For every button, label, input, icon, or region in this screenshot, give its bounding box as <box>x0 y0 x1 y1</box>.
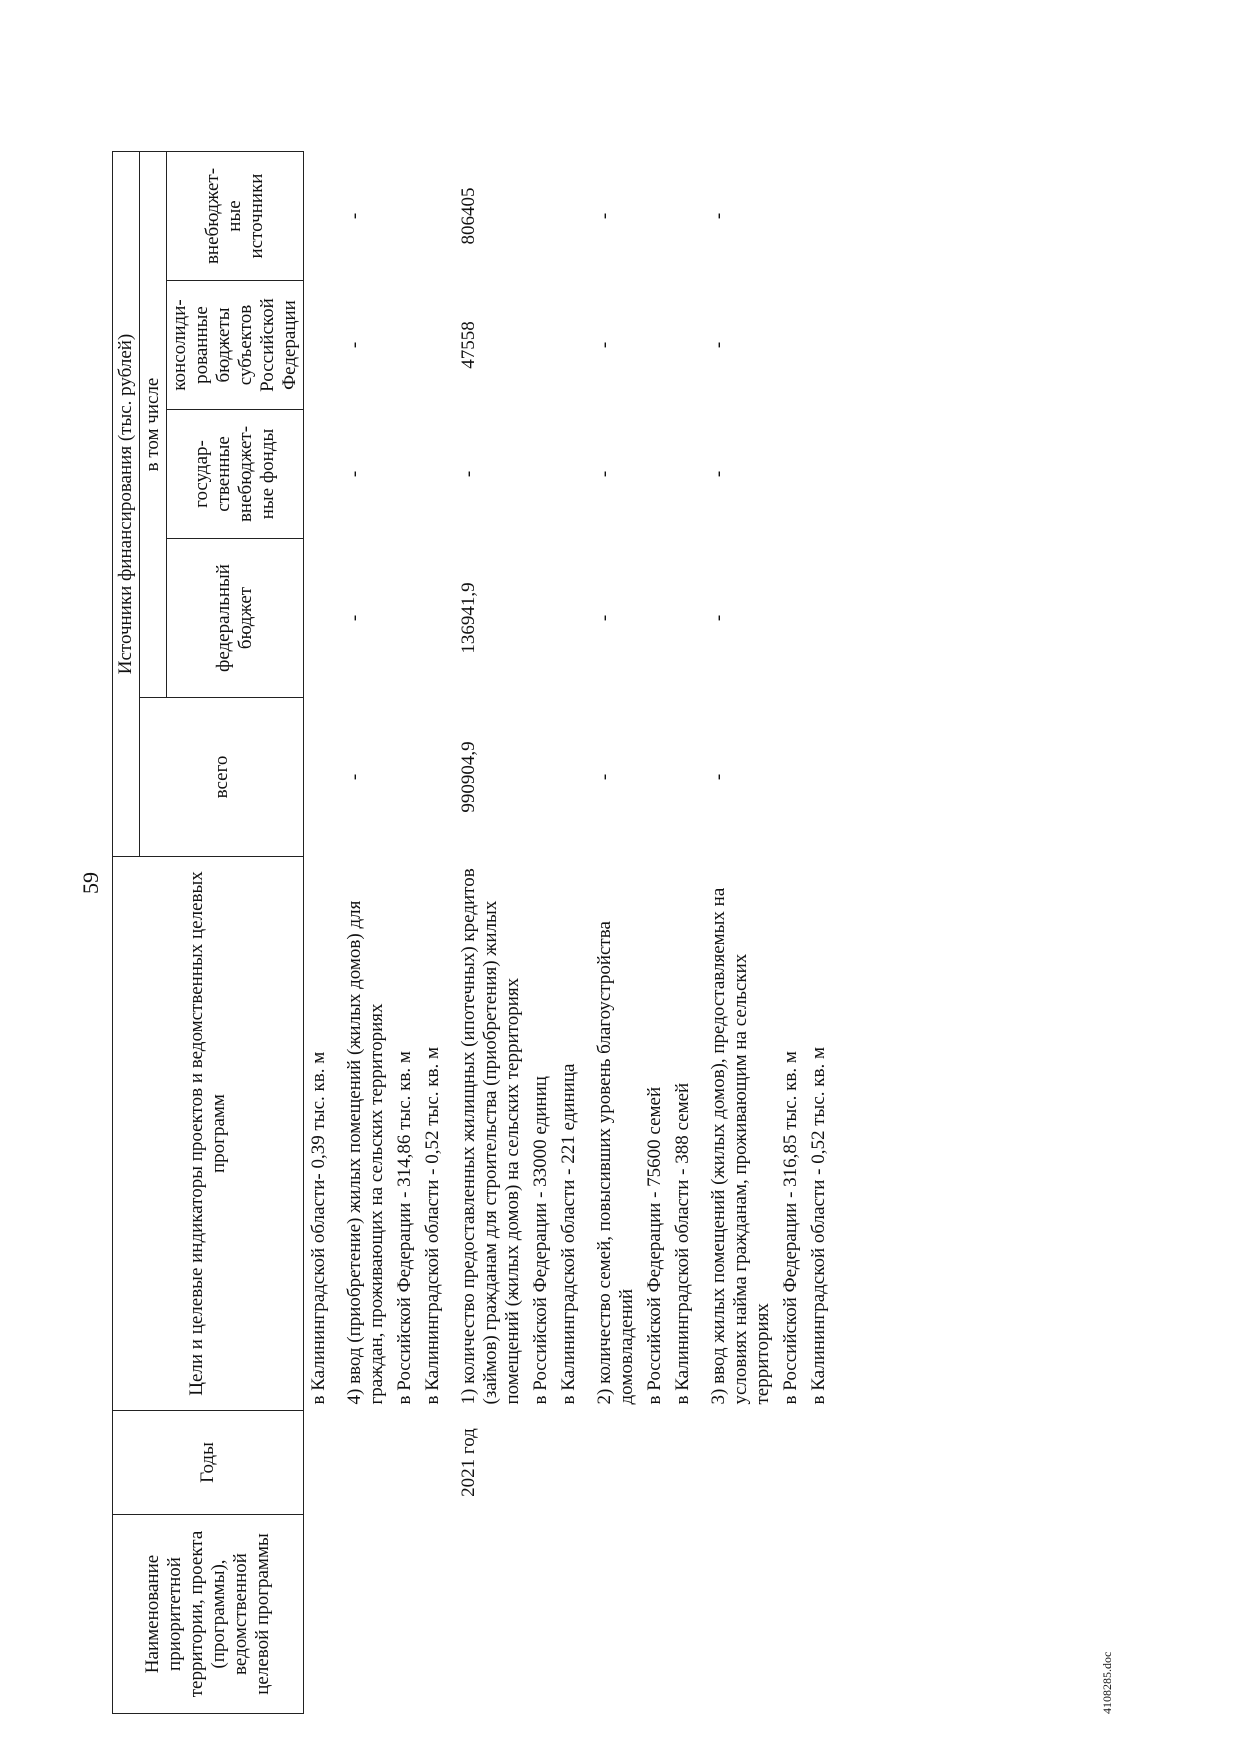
total-cell: 990904,9 <box>458 741 479 813</box>
year-cell <box>704 1411 840 1515</box>
header-including: в том числе <box>140 152 167 698</box>
page-number: 59 <box>78 872 103 894</box>
indicators-cell <box>590 857 704 1411</box>
state-funds-cell: - <box>458 470 479 478</box>
regional-cell: 47558 <box>458 321 479 369</box>
name-cell <box>340 1515 454 1714</box>
state-funds-cell <box>304 410 341 539</box>
table-row <box>340 152 454 1714</box>
regional-cell: - <box>594 341 615 349</box>
indicator-text: в Российской Федерации - 316,85 тыс. кв. м <box>780 1051 801 1405</box>
table-row <box>590 152 704 1714</box>
indicator-text: в Калининградской области - 0,52 тыс. кв. м <box>808 1047 829 1405</box>
federal-cell: - <box>708 614 729 622</box>
state-funds-cell: - <box>344 470 365 478</box>
header-total: всего <box>140 698 304 857</box>
state-funds-cell: - <box>708 470 729 478</box>
total-cell: - <box>708 773 729 781</box>
indicator-text: в Калининградской области- 0,39 тыс. кв. м <box>308 1051 329 1405</box>
indicators-cell <box>304 857 341 1411</box>
indicator-text: 3) ввод жилых помещений (жилых домов), предоставляемых на условиях найма гражданам, проживающим на сельских территориях <box>708 887 773 1405</box>
offbudget-cell: - <box>344 212 365 220</box>
indicator-text: 1) количество предоставленных жилищных (ипотечных) кредитов (займов) гражданам для строительства (приобретения) жилых помещений (жилых домов) на сельских территориях <box>458 868 523 1405</box>
header-years: Годы <box>113 1411 304 1515</box>
state-funds-cell: - <box>594 470 615 478</box>
offbudget-cell: - <box>594 212 615 220</box>
header-regional: консолиди-рованные бюджеты субъектов Российской Федерации <box>167 281 304 410</box>
header-state-funds: государ-ственные внебюджет-ные фонды <box>167 410 304 539</box>
header-name: Наименование приоритетной территории, проекта (программы), ведомственной целевой программы <box>113 1515 304 1714</box>
name-cell <box>704 1515 840 1714</box>
federal-cell: - <box>594 614 615 622</box>
indicator-text: 4) ввод (приобретение) жилых помещений (жилых домов) для граждан, проживающих на сельских территориях <box>344 900 387 1405</box>
indicator-text: в Российской Федерации - 75600 семей <box>644 1086 665 1405</box>
offbudget-cell <box>304 152 341 281</box>
indicator-text: в Калининградской области - 388 семей <box>672 1082 693 1405</box>
indicators-cell <box>454 857 590 1411</box>
federal-cell <box>304 539 341 698</box>
regional-cell: - <box>708 341 729 349</box>
doc-filename: 4108285.doc <box>1100 1651 1114 1714</box>
year-cell <box>340 1411 454 1515</box>
regional-cell <box>304 281 341 410</box>
indicator-text: в Российской Федерации - 314,86 тыс. кв. м <box>394 1051 415 1405</box>
table-row <box>454 152 590 1714</box>
indicators-cell <box>704 857 840 1411</box>
regional-cell: - <box>344 341 365 349</box>
name-cell <box>304 1515 341 1714</box>
name-cell <box>454 1515 590 1714</box>
header-offbudget: внебюджет-ные источники <box>167 152 304 281</box>
indicator-text: 2) количество семей, повысивших уровень благоустройства домовладений <box>594 921 637 1405</box>
indicator-text: в Калининградской области - 221 единица <box>558 1063 579 1405</box>
year-cell: 2021 год <box>458 1428 479 1497</box>
indicators-cell <box>340 857 454 1411</box>
table-row <box>704 152 840 1714</box>
financing-table <box>112 151 840 1714</box>
total-cell: - <box>344 773 365 781</box>
name-cell <box>590 1515 704 1714</box>
year-cell <box>304 1411 341 1515</box>
header-goals: Цели и целевые индикаторы проектов и ведомственных целевых программ <box>113 857 304 1411</box>
federal-cell: - <box>344 614 365 622</box>
indicator-text: в Российской Федерации - 33000 единиц <box>530 1076 551 1405</box>
total-cell: - <box>594 773 615 781</box>
total-cell <box>304 698 341 857</box>
offbudget-cell: - <box>708 212 729 220</box>
federal-cell: 136941,9 <box>458 582 479 654</box>
header-federal: федеральный бюджет <box>167 539 304 698</box>
indicator-text: в Калининградской области - 0,52 тыс. кв. м <box>422 1047 443 1405</box>
table-row <box>304 152 341 1714</box>
offbudget-cell: 806405 <box>458 187 479 245</box>
header-sources: Источники финансирования (тыс. рублей) <box>113 152 140 857</box>
year-cell <box>590 1411 704 1515</box>
